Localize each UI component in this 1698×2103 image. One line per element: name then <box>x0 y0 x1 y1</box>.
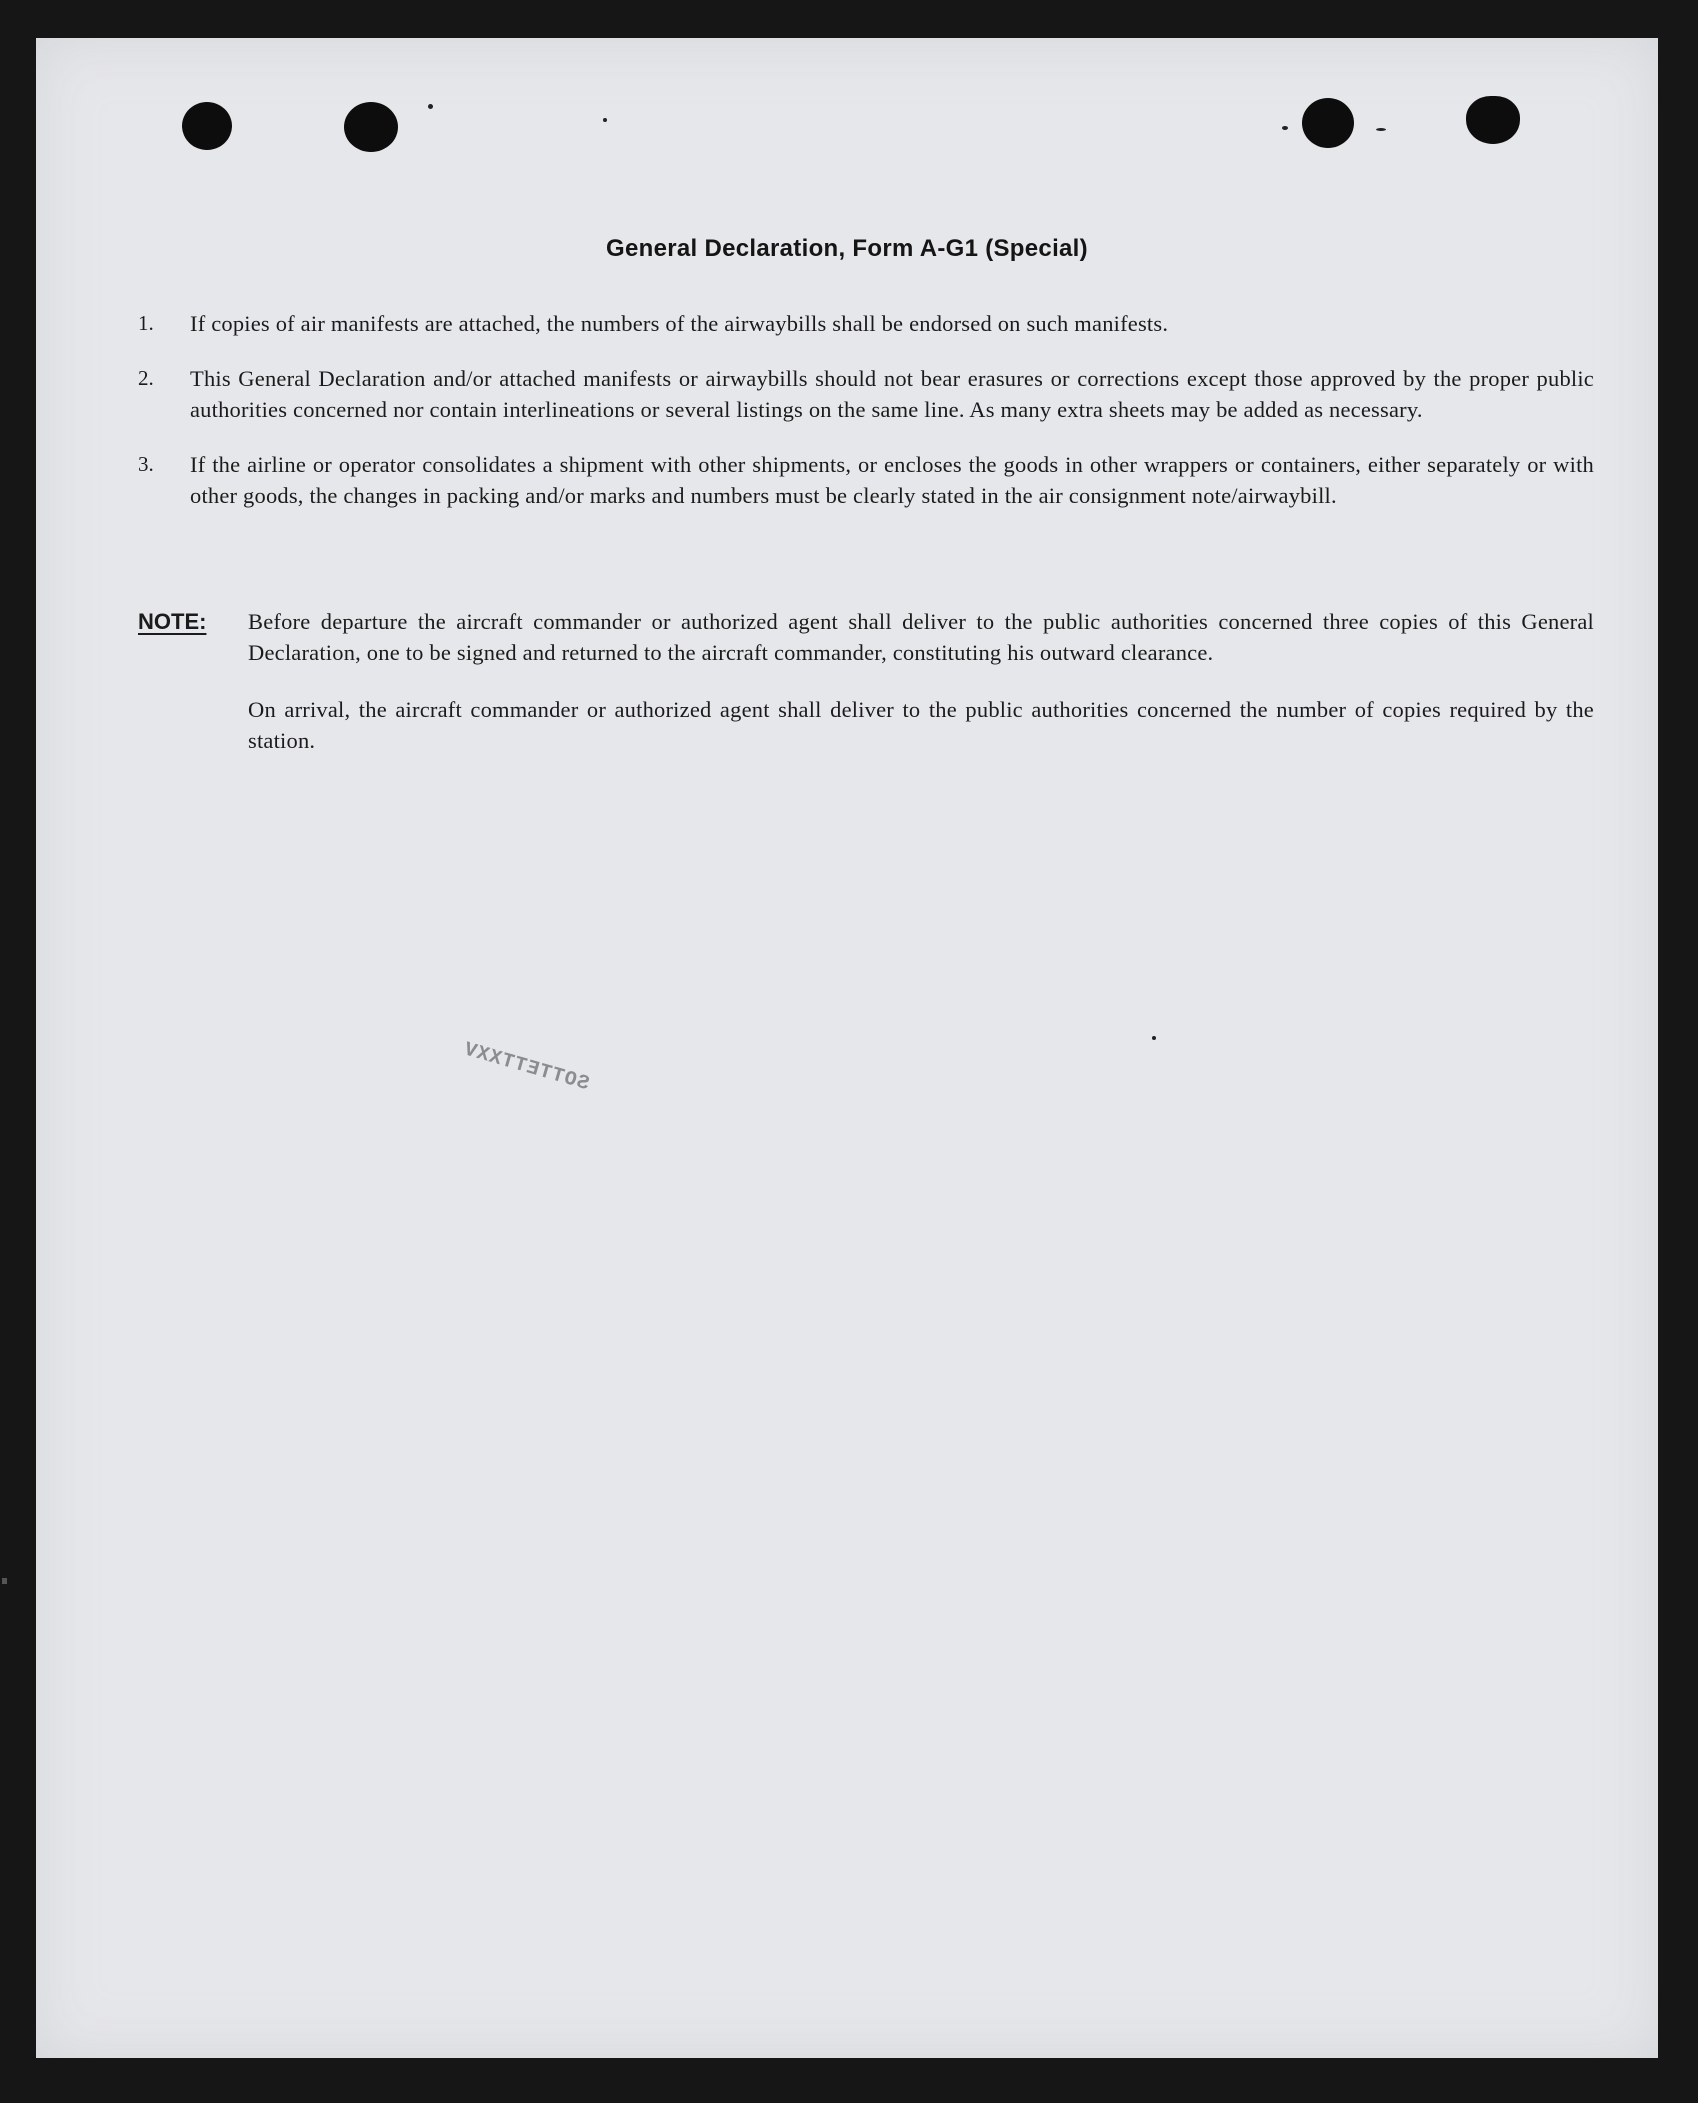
ink-speck <box>1152 1036 1156 1040</box>
ink-stamp: SOTTETTXXV <box>460 1038 592 1097</box>
document-page <box>36 38 1658 2058</box>
ink-speck <box>428 104 433 109</box>
note-label: NOTE: <box>138 609 207 634</box>
note-paragraph: On arrival, the aircraft commander or authorized agent shall deliver to the public authorities concerned the number of copies required by the station. <box>248 697 1594 753</box>
note-paragraph: Before departure the aircraft commander or authorized agent shall deliver to the public authorities concerned three copies of this General Declaration, one to be signed and returned to the aircraft commander, constituting his outward clearance. <box>248 609 1594 665</box>
item-number: 3. <box>138 452 154 476</box>
punch-hole <box>182 102 232 150</box>
item-text: This General Declaration and/or attached manifests or airwaybills should not bear erasures or corrections except those approved by the proper public authorities concerned nor contain interlineations or several listings on the same line. As many extra sheets may be added as necessary. <box>190 366 1594 422</box>
document-title: General Declaration, Form A-G1 (Special) <box>606 235 1088 262</box>
ink-speck <box>1282 126 1288 130</box>
note-section <box>138 606 1594 782</box>
note-body <box>248 606 1594 782</box>
ink-speck <box>1376 128 1386 131</box>
punch-hole <box>1302 98 1354 148</box>
edge-mark <box>2 1578 7 1584</box>
ink-speck <box>603 118 607 122</box>
punch-hole <box>1466 96 1520 144</box>
instruction-item <box>138 308 1594 339</box>
instruction-item <box>138 449 1594 511</box>
punch-hole <box>344 102 398 152</box>
item-text: If the airline or operator consolidates a shipment with other shipments, or encloses the goods in other wrappers or containers, either separately or with other goods, the changes in packing and/or marks and numbers must be clearly stated in the air consignment note/airwaybill. <box>190 452 1594 508</box>
item-text: If copies of air manifests are attached, the numbers of the airwaybills shall be endorsed on such manifests. <box>190 311 1169 336</box>
instruction-item <box>138 363 1594 425</box>
item-number: 2. <box>138 366 154 390</box>
item-number: 1. <box>138 311 154 335</box>
instruction-list <box>138 308 1594 535</box>
